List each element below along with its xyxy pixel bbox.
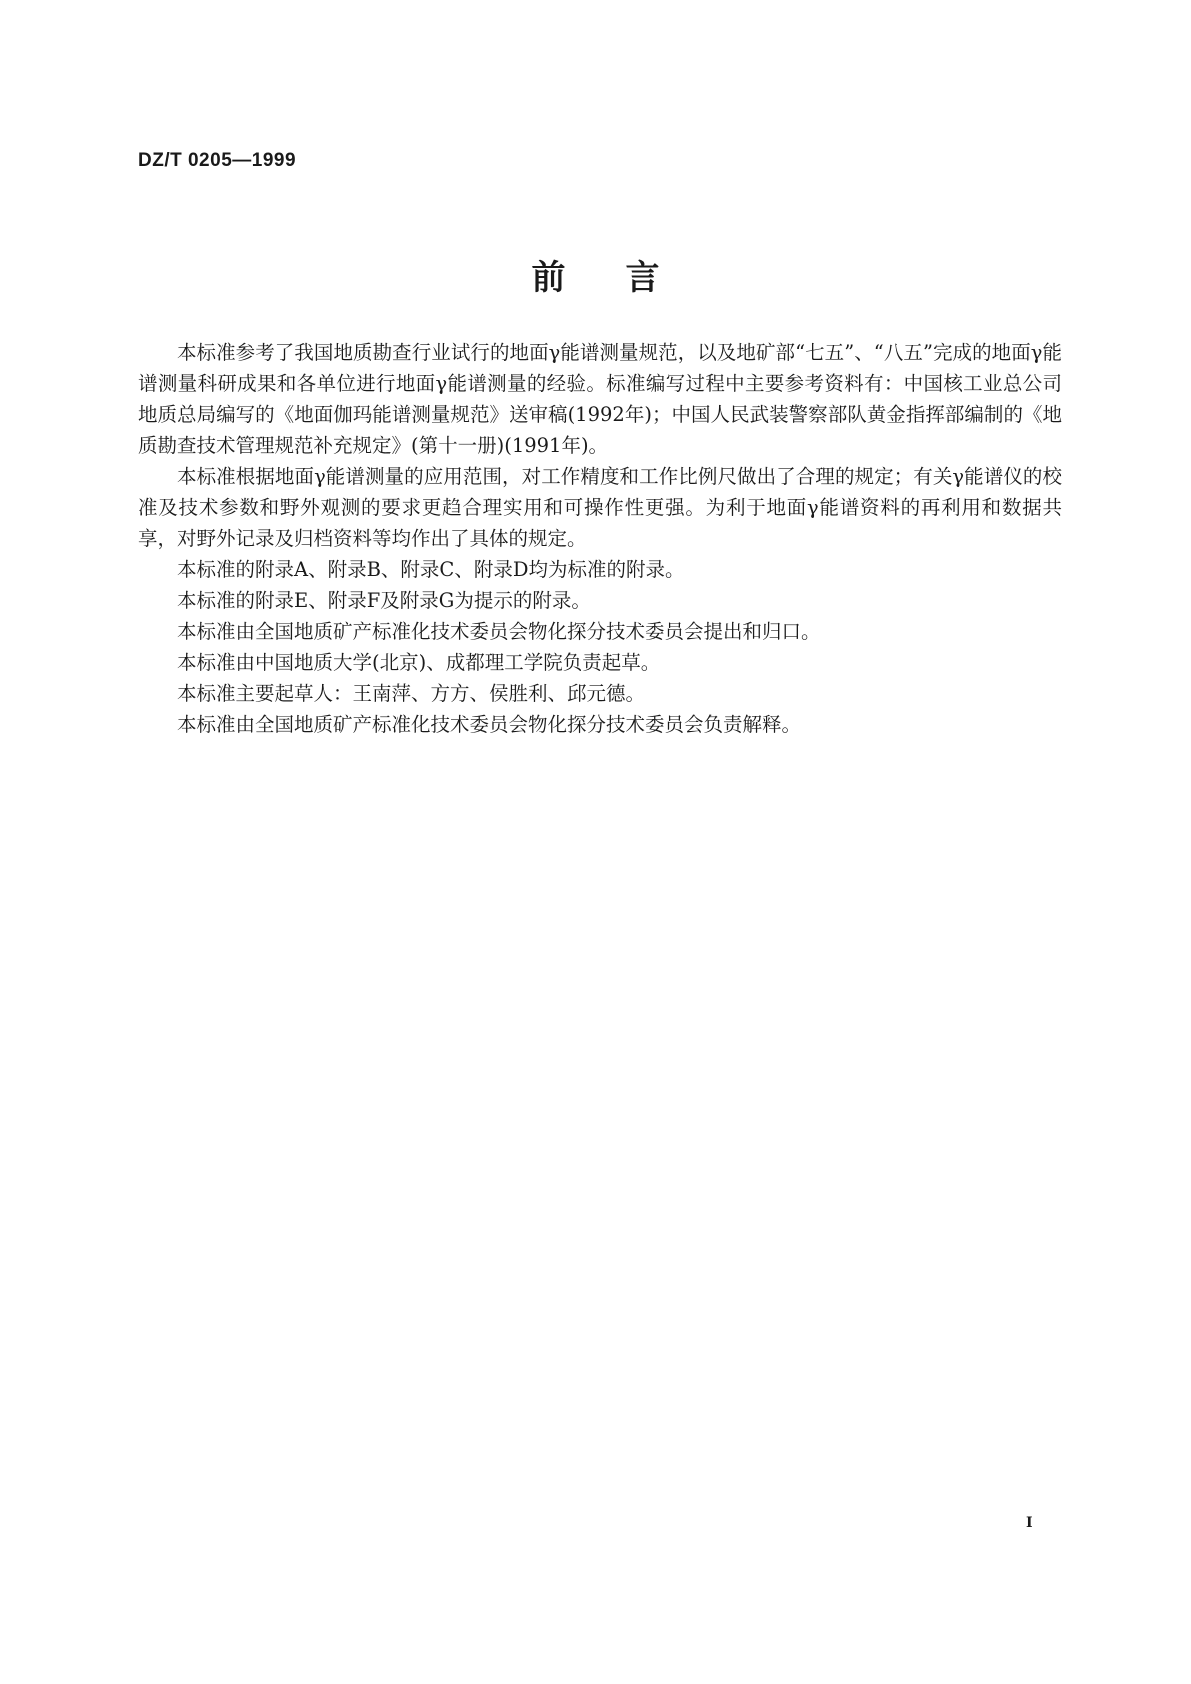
paragraph-scope: 本标准根据地面γ能谱测量的应用范围，对工作精度和工作比例尺做出了合理的规定；有关γ能谱仪的校准及技术参数和野外观测的要求更趋合理实用和可操作性更强。为利于地面γ能谱资料的再利用和数据共享，对野外记录及归档资料等均作出了具体的规定。 (138, 465, 1062, 550)
foreword-body (138, 337, 1062, 740)
paragraph-drafting-units: 本标准由中国地质大学(北京)、成都理工学院负责起草。 (177, 651, 661, 674)
page-title: 前言 (531, 258, 720, 298)
paragraph-proposer: 本标准由全国地质矿产标准化技术委员会物化探分技术委员会提出和归口。 (177, 620, 821, 643)
paragraph-drafters: 本标准主要起草人：王南萍、方方、侯胜利、邱元德。 (177, 682, 646, 705)
paragraph-normative-annexes: 本标准的附录A、附录B、附录C、附录D均为标准的附录。 (177, 558, 685, 581)
page-number: Ⅰ (1026, 1515, 1033, 1531)
paragraph-interpretation: 本标准由全国地质矿产标准化技术委员会物化探分技术委员会负责解释。 (177, 713, 802, 736)
paragraph-informative-annexes: 本标准的附录E、附录F及附录G为提示的附录。 (177, 589, 591, 612)
paragraph-references: 本标准参考了我国地质勘查行业试行的地面γ能谱测量规范，以及地矿部“七五”、“八五”完成的地面γ能谱测量科研成果和各单位进行地面γ能谱测量的经验。标准编写过程中主要参考资料有：中国核工业总公司地质总局编写的《地面伽玛能谱测量规范》送审稿(1992年)；中国人民武装警察部队黄金指挥部编制的《地质勘查技术管理规范补充规定》(第十一册)(1991年)。 (138, 341, 1062, 457)
document-code: DZ/T 0205—1999 (138, 150, 297, 171)
